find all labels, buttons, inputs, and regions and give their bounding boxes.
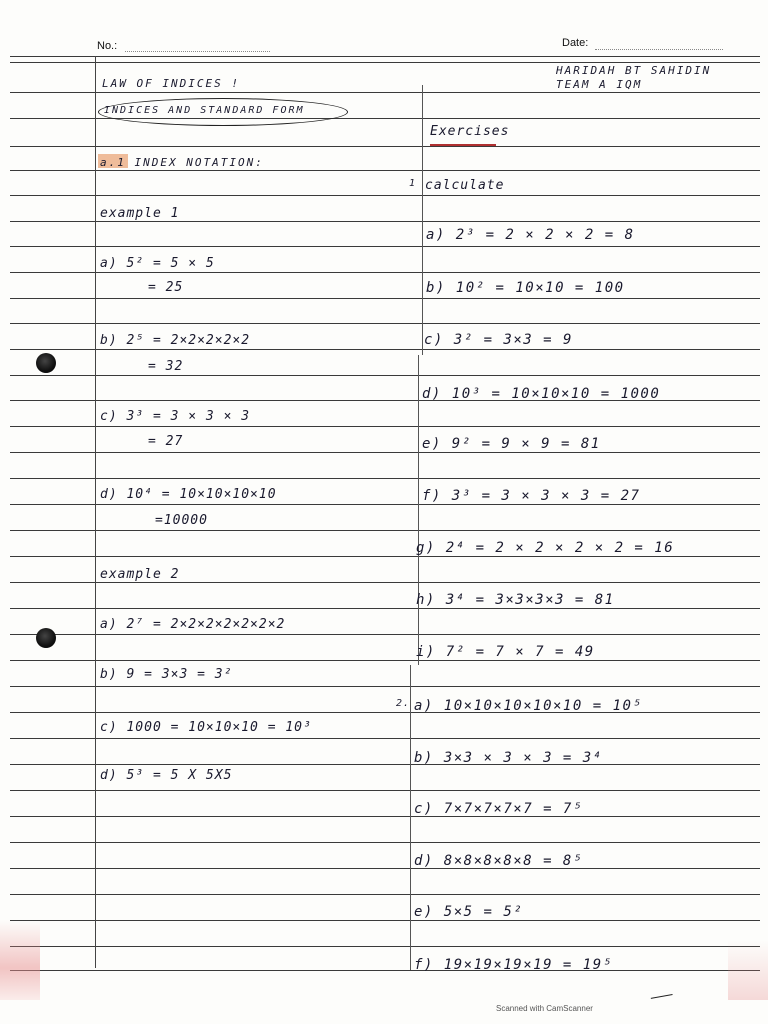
ruled-line xyxy=(10,712,760,713)
ruled-line xyxy=(10,146,760,147)
example-2-d: d) 5³ = 5 X 5X5 xyxy=(100,768,233,783)
ruled-line xyxy=(10,920,760,921)
notes-title: LAW OF INDICES ! xyxy=(102,77,240,90)
exercise-1h: h) 3⁴ = 3×3×3×3 = 81 xyxy=(416,592,615,608)
binder-hole xyxy=(36,628,56,648)
paper-stain xyxy=(0,920,40,1000)
ruled-line xyxy=(10,660,760,661)
example-2-a: a) 2⁷ = 2×2×2×2×2×2×2 xyxy=(100,617,286,632)
ruled-line xyxy=(10,764,760,765)
ruled-line xyxy=(10,842,760,843)
ruled-line xyxy=(10,634,760,635)
ruled-line xyxy=(10,221,760,222)
column-divider-middle xyxy=(418,355,419,665)
scanner-watermark: Scanned with CamScanner xyxy=(496,1004,593,1013)
exercise-1b: b) 10² = 10×10 = 100 xyxy=(426,280,625,296)
example-1-b-answer: = 32 xyxy=(148,359,184,374)
margin-line xyxy=(95,56,96,968)
example-2-b: b) 9 = 3×3 = 3² xyxy=(100,667,233,682)
question-1-number: 1 xyxy=(409,178,417,189)
exercise-2e: e) 5×5 = 5² xyxy=(414,904,524,920)
section-heading: a.1 INDEX NOTATION: xyxy=(100,156,264,169)
exercise-1i: i) 7² = 7 × 7 = 49 xyxy=(416,644,595,660)
example-1-b: b) 2⁵ = 2×2×2×2×2 xyxy=(100,333,251,348)
example-1-label: example 1 xyxy=(100,206,180,221)
ruled-line xyxy=(10,170,760,171)
ruled-line xyxy=(10,349,760,350)
example-2-c: c) 1000 = 10×10×10 = 10³ xyxy=(100,720,312,735)
exercise-2d: d) 8×8×8×8×8 = 8⁵ xyxy=(414,853,583,869)
ruled-line xyxy=(10,375,760,376)
example-1-a: a) 5² = 5 × 5 xyxy=(100,256,215,271)
ruled-line xyxy=(10,868,760,869)
example-1-c-answer: = 27 xyxy=(148,434,184,449)
author-name: HARIDAH BT SAHIDIN xyxy=(556,64,712,77)
ruled-line xyxy=(10,816,760,817)
exercise-2b: b) 3×3 × 3 × 3 = 3⁴ xyxy=(414,750,603,766)
ruled-line xyxy=(10,970,760,971)
exercises-title: Exercises xyxy=(430,124,510,139)
exercise-2a: a) 10×10×10×10×10 = 10⁵ xyxy=(414,698,643,714)
ruled-line xyxy=(10,452,760,453)
exercise-1g: g) 2⁴ = 2 × 2 × 2 × 2 = 16 xyxy=(416,540,675,556)
ruled-line xyxy=(10,790,760,791)
ruled-line xyxy=(10,894,760,895)
ruled-line xyxy=(10,62,760,63)
ruled-line xyxy=(10,556,760,557)
ruled-line xyxy=(10,608,760,609)
ruled-line xyxy=(10,298,760,299)
paper-stain xyxy=(728,940,768,1000)
ruled-line xyxy=(10,246,760,247)
exercise-2c: c) 7×7×7×7×7 = 7⁵ xyxy=(414,801,583,817)
no-label: No.: xyxy=(97,40,118,52)
ruled-line xyxy=(10,56,760,57)
no-dotted-line xyxy=(125,50,270,52)
ruled-line xyxy=(10,478,760,479)
binder-hole xyxy=(36,353,56,373)
ruled-line xyxy=(10,686,760,687)
ruled-line xyxy=(10,582,760,583)
column-divider-bottom xyxy=(410,665,411,970)
ruled-line xyxy=(10,272,760,273)
notes-subtitle: INDICES AND STANDARD FORM xyxy=(104,105,305,116)
example-1-c: c) 3³ = 3 × 3 × 3 xyxy=(100,409,251,424)
ruled-line xyxy=(10,738,760,739)
ruled-line xyxy=(10,323,760,324)
example-2-label: example 2 xyxy=(100,567,180,582)
example-1-a-answer: = 25 xyxy=(148,280,184,295)
date-dotted-line xyxy=(595,48,723,50)
ruled-line xyxy=(10,195,760,196)
ruled-line xyxy=(10,946,760,947)
ruled-line xyxy=(10,92,760,93)
exercises-underline xyxy=(430,144,496,146)
exercise-1d: d) 10³ = 10×10×10 = 1000 xyxy=(422,386,661,402)
ruled-line xyxy=(10,504,760,505)
ruled-line xyxy=(10,426,760,427)
question-2-number: 2. xyxy=(396,698,411,709)
exercise-1a: a) 2³ = 2 × 2 × 2 = 8 xyxy=(426,227,635,243)
exercise-1c: c) 3² = 3×3 = 9 xyxy=(424,332,573,348)
column-divider-top xyxy=(422,85,423,355)
exercise-1e: e) 9² = 9 × 9 = 81 xyxy=(422,436,601,452)
exercise-1f: f) 3³ = 3 × 3 × 3 = 27 xyxy=(422,488,641,504)
question-1-label: calculate xyxy=(425,178,505,193)
example-1-d: d) 10⁴ = 10×10×10×10 xyxy=(100,487,277,502)
pen-mark xyxy=(649,986,672,999)
example-1-d-answer: =10000 xyxy=(155,513,208,528)
date-label: Date: xyxy=(562,37,589,49)
ruled-line xyxy=(10,530,760,531)
team-name: TEAM A IQM xyxy=(556,78,643,91)
exercise-2f: f) 19×19×19×19 = 19⁵ xyxy=(414,957,613,973)
